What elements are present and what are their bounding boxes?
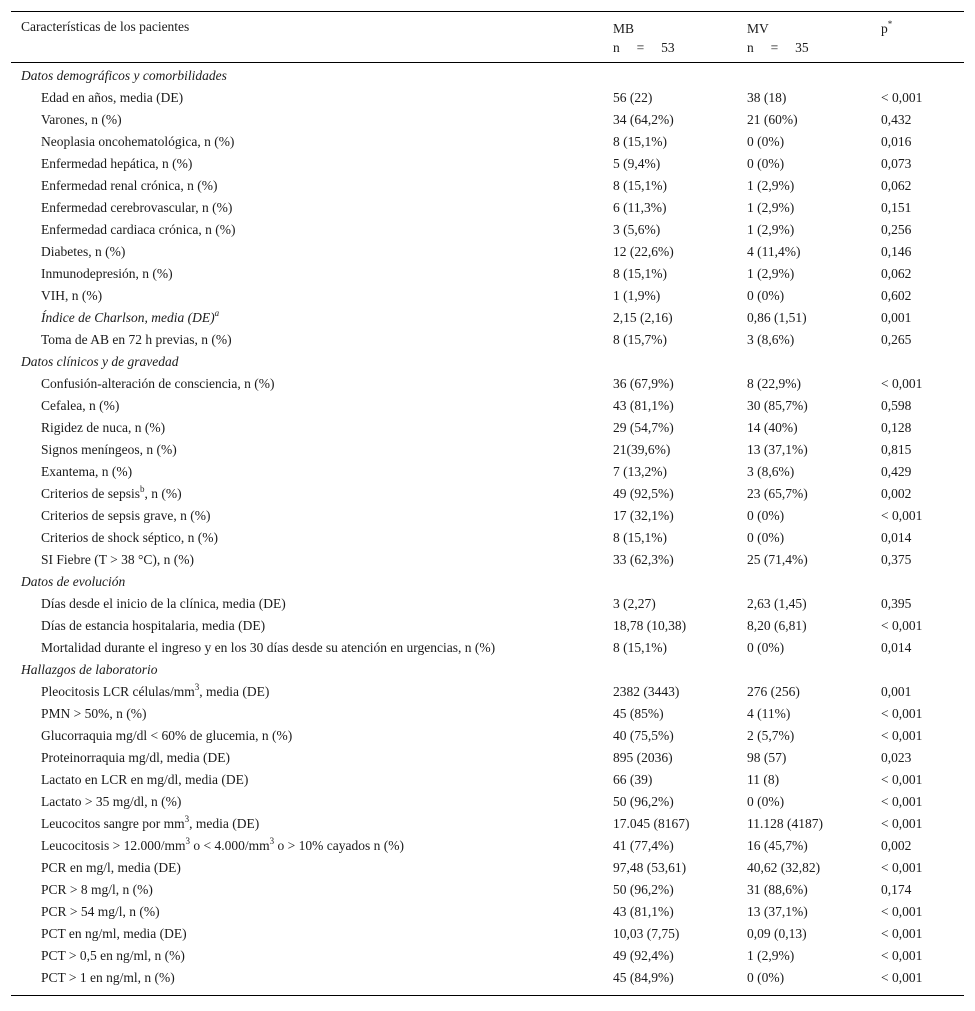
table-row [11,197,964,219]
mv-value: 1 (2,9%) [747,948,795,963]
row-label-text: PCR en mg/l, media (DE) [41,860,181,875]
table-row [11,153,964,175]
mv-value: 13 (37,1%) [747,904,808,919]
table-row [11,263,964,285]
row-label-text: o < 4.000/mm [189,838,270,853]
row-label-text: PCT > 1 en ng/ml, n (%) [41,970,175,985]
mb-value: 10,03 (7,75) [613,926,680,941]
table-row [11,131,964,153]
table-row [11,395,964,417]
mv-value: 30 (85,7%) [747,398,808,413]
row-label [41,505,210,527]
mv-value: 40,62 (32,82) [747,860,821,875]
table-row [11,725,964,747]
table-row [11,747,964,769]
p-value: < 0,001 [881,728,923,743]
row-label-text: Varones, n (%) [41,112,122,127]
p-value: < 0,001 [881,970,923,985]
row-label-text: Confusión-alteración de consciencia, n (%) [41,376,275,391]
table-row [11,813,964,835]
table-bottom-rule [11,995,964,996]
row-label [41,857,181,879]
mv-value: 16 (45,7%) [747,838,808,853]
p-value: 0,014 [881,530,912,545]
header-p-footnote: * [887,19,893,29]
p-value: < 0,001 [881,926,923,941]
p-value: 0,598 [881,398,912,413]
table-row [11,219,964,241]
row-label [41,219,236,241]
row-label-text: Glucorraquia mg/dl < 60% de glucemia, n (%) [41,728,293,743]
table-row [11,285,964,307]
mb-value: 18,78 (10,38) [613,618,687,633]
row-label [41,725,292,747]
p-value: < 0,001 [881,772,923,787]
p-value: 0,001 [881,684,912,699]
header-mv [747,19,809,57]
table-row [11,549,964,571]
table-row [11,901,964,923]
mv-value: 23 (65,7%) [747,486,808,501]
table-row [11,109,964,131]
mv-value: 13 (37,1%) [747,442,808,457]
p-value: 0,265 [881,332,912,347]
mb-value: 36 (67,9%) [613,376,674,391]
p-value: 0,429 [881,464,912,479]
p-value: < 0,001 [881,860,923,875]
row-label-text: PCT > 0,5 en ng/ml, n (%) [41,948,185,963]
mv-value: 0 (0%) [747,508,785,523]
table-row [11,505,964,527]
mb-value: 8 (15,1%) [613,530,667,545]
row-label-text: , media (DE) [189,816,260,831]
row-label [41,175,218,197]
mb-value: 33 (62,3%) [613,552,674,567]
row-label-text: Proteinorraquia mg/dl, media (DE) [41,750,230,765]
mv-value: 38 (18) [747,90,787,105]
row-label [41,285,102,307]
mv-value: 0 (0%) [747,970,785,985]
mb-value: 43 (81,1%) [613,904,674,919]
mv-value: 8 (22,9%) [747,376,801,391]
p-value: 0,146 [881,244,912,259]
table-row [11,527,964,549]
section-heading: Datos de evolución [21,574,126,589]
row-label-text: Pleocitosis LCR células/mm [41,684,195,699]
row-label-text: PCR > 8 mg/l, n (%) [41,882,153,897]
mv-value: 11 (8) [747,772,780,787]
row-label-text: Días de estancia hospitalaria, media (DE) [41,618,266,633]
footnote-marker: 3 [184,814,190,824]
row-label [41,395,119,417]
header-mv-title: MV [747,21,769,36]
row-label [41,329,232,351]
p-value: 0,023 [881,750,912,765]
footnote-marker: b [140,484,145,494]
mb-value: 6 (11,3%) [613,200,667,215]
row-label [41,131,234,153]
mb-value: 45 (84,9%) [613,970,674,985]
mb-value: 66 (39) [613,772,653,787]
table-row [11,87,964,109]
row-label-text: VIH, n (%) [41,288,103,303]
mv-value: 3 (8,6%) [747,464,795,479]
mv-value: 2,63 (1,45) [747,596,807,611]
mb-value: 1 (1,9%) [613,288,661,303]
table-row [11,615,964,637]
p-value: 0,602 [881,288,912,303]
table-row [11,175,964,197]
row-label [41,527,218,549]
mb-value: 7 (13,2%) [613,464,667,479]
p-value: < 0,001 [881,706,923,721]
mb-value: 40 (75,5%) [613,728,674,743]
row-label-text: PCR > 54 mg/l, n (%) [41,904,160,919]
mv-value: 0 (0%) [747,156,785,171]
mb-value: 2,15 (2,16) [613,310,673,325]
header-p-title: p [881,21,888,36]
mv-value: 3 (8,6%) [747,332,795,347]
row-label [41,703,146,725]
mv-value: 14 (40%) [747,420,798,435]
table-row [11,857,964,879]
table-row [11,307,964,329]
row-label [41,967,175,989]
row-label-text: Rigidez de nuca, n (%) [41,420,166,435]
p-value: 0,016 [881,134,912,149]
table-row [11,791,964,813]
row-label-text: Días desde el inicio de la clínica, media (DE) [41,596,286,611]
mb-value: 3 (5,6%) [613,222,661,237]
row-label [41,791,181,813]
table-row [11,703,964,725]
mb-value: 97,48 (53,61) [613,860,687,875]
mb-value: 3 (2,27) [613,596,656,611]
mb-value: 8 (15,7%) [613,332,667,347]
table-row [11,241,964,263]
mv-value: 1 (2,9%) [747,222,795,237]
section-heading: Hallazgos de laboratorio [21,662,158,677]
table-row [11,593,964,615]
row-label [41,615,265,637]
row-label [41,637,495,659]
patient-characteristics-table [11,11,964,996]
mb-value: 41 (77,4%) [613,838,674,853]
footnote-marker: 3 [194,682,200,692]
row-label [41,241,125,263]
row-label-text: Lactato en LCR en mg/dl, media (DE) [41,772,249,787]
row-label-text: , n (%) [144,486,182,501]
row-label [41,197,232,219]
row-label-text: Mortalidad durante el ingreso y en los 30 días desde su atención en urgencias, n (%) [41,640,496,655]
table-row [11,879,964,901]
mv-value: 11.128 (4187) [747,816,823,831]
mb-value: 34 (64,2%) [613,112,674,127]
p-value: < 0,001 [881,948,923,963]
row-label [41,879,153,901]
row-label [41,681,269,703]
row-label [41,483,182,505]
table-row [11,461,964,483]
row-label-text: Enfermedad renal crónica, n (%) [41,178,218,193]
row-label-text: Neoplasia oncohematológica, n (%) [41,134,235,149]
row-label-text: Inmunodepresión, n (%) [41,266,173,281]
row-label-text: PMN > 50%, n (%) [41,706,147,721]
mv-value: 4 (11,4%) [747,244,801,259]
table-row [11,681,964,703]
mv-value: 276 (256) [747,684,800,699]
header-mb-title: MB [613,21,635,36]
row-label-text: Diabetes, n (%) [41,244,126,259]
p-value: < 0,001 [881,618,923,633]
table-row [11,769,964,791]
section-heading: Datos clínicos y de gravedad [21,354,179,369]
row-label [41,439,177,461]
p-value: < 0,001 [881,904,923,919]
row-label [41,417,165,439]
table-row [11,329,964,351]
row-label [41,835,404,857]
p-value: 0,062 [881,178,912,193]
p-value: 0,002 [881,486,912,501]
mv-value: 4 (11%) [747,706,791,721]
table-row [11,945,964,967]
mb-value: 49 (92,5%) [613,486,674,501]
p-value: 0,128 [881,420,912,435]
mv-value: 31 (88,6%) [747,882,808,897]
mv-value: 0 (0%) [747,794,785,809]
mb-value: 8 (15,1%) [613,266,667,281]
mb-value: 5 (9,4%) [613,156,661,171]
mv-value: 0 (0%) [747,134,785,149]
row-label [41,373,275,395]
mv-value: 8,20 (6,81) [747,618,807,633]
row-label [41,945,185,967]
footnote-marker: 3 [185,836,190,846]
mv-value: 2 (5,7%) [747,728,795,743]
mb-value: 17 (32,1%) [613,508,674,523]
mb-value: 2382 (3443) [613,684,680,699]
row-label-text: Criterios de sepsis [41,486,140,501]
section-heading: Datos demográficos y comorbilidades [21,68,227,83]
mb-value: 49 (92,4%) [613,948,674,963]
row-label-text: Signos meníngeos, n (%) [41,442,177,457]
header-mb-n: n = 53 [613,40,675,55]
table-row [11,835,964,857]
row-label [41,307,219,329]
mv-value: 25 (71,4%) [747,552,808,567]
mb-value: 43 (81,1%) [613,398,674,413]
row-label [41,153,192,175]
row-label [41,461,132,483]
p-value: 0,062 [881,266,912,281]
p-value: < 0,001 [881,376,923,391]
p-value: 0,151 [881,200,912,215]
row-label-text: o > 10% cayados n (%) [274,838,404,853]
row-label-text: Cefalea, n (%) [41,398,120,413]
row-label [41,901,160,923]
table-header [11,12,964,62]
p-value: 0,001 [881,310,912,325]
mb-value: 50 (96,2%) [613,882,674,897]
footnote-marker: 3 [269,836,275,846]
header-characteristics: Características de los pacientes [21,19,190,34]
row-label-text: Lactato > 35 mg/dl, n (%) [41,794,182,809]
row-label-text: Exantema, n (%) [41,464,133,479]
header-mb [613,19,675,57]
p-value: 0,174 [881,882,912,897]
table-row [11,439,964,461]
row-label-text: Criterios de sepsis grave, n (%) [41,508,211,523]
mb-value: 56 (22) [613,90,653,105]
p-value: 0,432 [881,112,912,127]
mb-value: 17.045 (8167) [613,816,690,831]
row-label [41,747,230,769]
p-value: 0,014 [881,640,912,655]
p-value: 0,002 [881,838,912,853]
mb-value: 45 (85%) [613,706,664,721]
p-value: 0,375 [881,552,912,567]
row-label [41,593,286,615]
mv-value: 0 (0%) [747,530,785,545]
row-label [41,813,259,835]
row-label [41,87,183,109]
row-label-text: Criterios de shock séptico, n (%) [41,530,218,545]
row-label [41,263,173,285]
mb-value: 8 (15,1%) [613,178,667,193]
row-label [41,769,248,791]
mv-value: 0 (0%) [747,288,785,303]
mv-value: 1 (2,9%) [747,200,795,215]
row-label [41,923,187,945]
row-label [41,109,122,131]
row-label-text: Enfermedad cardiaca crónica, n (%) [41,222,236,237]
table-row [11,923,964,945]
row-label-text: Toma de AB en 72 h previas, n (%) [41,332,232,347]
table-body [11,63,964,989]
row-label-text: Enfermedad cerebrovascular, n (%) [41,200,233,215]
row-label-text: Leucocitos sangre por mm [41,816,185,831]
mb-value: 895 (2036) [613,750,673,765]
mv-value: 0,09 (0,13) [747,926,807,941]
table-row [11,373,964,395]
mb-value: 21(39,6%) [613,442,671,457]
row-label [41,549,194,571]
mv-value: 98 (57) [747,750,787,765]
mb-value: 8 (15,1%) [613,640,667,655]
mv-value: 21 (60%) [747,112,798,127]
p-value: 0,073 [881,156,912,171]
p-value: < 0,001 [881,90,923,105]
p-value: 0,815 [881,442,912,457]
p-value: < 0,001 [881,816,923,831]
footnote-marker: a [214,308,220,318]
p-value: < 0,001 [881,794,923,809]
mv-value: 0 (0%) [747,640,785,655]
mb-value: 8 (15,1%) [613,134,667,149]
p-value: 0,256 [881,222,912,237]
table-row [11,483,964,505]
mv-value: 0,86 (1,51) [747,310,807,325]
row-label-text: Edad en años, media (DE) [41,90,184,105]
mb-value: 29 (54,7%) [613,420,674,435]
p-value: 0,395 [881,596,912,611]
header-p [881,19,892,37]
p-value: < 0,001 [881,508,923,523]
mv-value: 1 (2,9%) [747,178,795,193]
table-row [11,967,964,989]
table-row [11,637,964,659]
row-label-text: PCT en ng/ml, media (DE) [41,926,187,941]
mb-value: 50 (96,2%) [613,794,674,809]
mb-value: 12 (22,6%) [613,244,674,259]
row-label-text: SI Fiebre (T > 38 °C), n (%) [41,552,194,567]
row-label-text: , media (DE) [199,684,270,699]
row-label-text: Enfermedad hepática, n (%) [41,156,193,171]
header-mv-n: n = 35 [747,40,809,55]
row-label-text: Leucocitosis > 12.000/mm [41,838,186,853]
mv-value: 1 (2,9%) [747,266,795,281]
table-row [11,417,964,439]
row-label-text: Índice de Charlson, media (DE) [41,310,215,325]
